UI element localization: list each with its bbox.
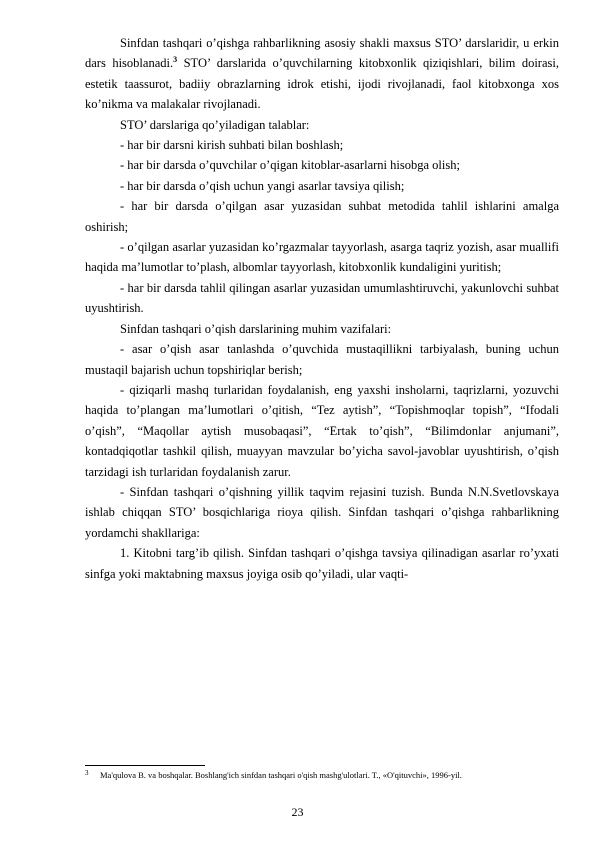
- requirement-item: - har bir darsni kirish suhbati bilan boshlash;: [120, 138, 344, 153]
- task-item: - qiziqarli mashq turlaridan foydalanish, eng yaxshi insholarni, taqrizlarni, yozuvchi haqida to’plangan ma’lumotlari o’qitish, “Tez aytish”, “Topishmoqlar topish”, “Ifodali o’qish”, “Maqollar aytish musobaqasi”, “Ertak to’qish”, “Bilimdonlar anjumani”, kontadqiqotlar tashkil qilish, muayyan mavzular bo’yicha savol-javoblar uyushtirish, o’qish tarzidagi ish turlaridan foydalanish zarur.: [85, 382, 559, 479]
- footnote-number: 3: [85, 769, 89, 777]
- paragraph-text-continued: STO’ darslarida o’quvchilarning kitobxonlik qiziqishlari, bilim doirasi, estetik taassurot, badiiy obrazlarning idrok etishi, ijodi rivojlanadi, faol kitobxonga xos ko’nikma va malakalar rivojlanadi.: [85, 56, 559, 112]
- numbered-item: 1. Kitobni targ’ib qilish. Sinfdan tashqari o’qishga tavsiya qilinadigan asarlar ro’yxati sinfga yoki maktabning maxsus joyiga osib qo’yiladi, ular vaqti-: [85, 546, 559, 581]
- footnote-divider: [85, 765, 205, 766]
- footnote-ref[interactable]: 3: [173, 55, 178, 65]
- requirements-heading: STO’ darslariga qo’yiladigan talablar:: [120, 117, 310, 132]
- requirement-item: - har bir darsda tahlil qilingan asarlar yuzasidan umumlashtiruvchi, yakunlovchi suhbat uyushtirish.: [85, 280, 559, 316]
- requirement-item: - har bir darsda o’quvchilar o’qigan kitoblar-asarlarni hisobga olish;: [120, 158, 460, 173]
- task-item: - Sinfdan tashqari o’qishning yillik taqvim rejasini tuzish. Bunda N.N.Svetlovskaya ishlab chiqqan STO’ bosqichlariga rioya qilish. Sinfdan tashqari o’qishga rahbarlikning yordamchi shakllariga:: [85, 484, 559, 540]
- document-body: [85, 33, 559, 584]
- footnote: [85, 768, 559, 782]
- tasks-heading: Sinfdan tashqari o’qish darslarining muhim vazifalari:: [120, 321, 392, 336]
- footnote-text: Ma'qulova B. va boshqalar. Boshlang'ich sinfdan tashqari o'qish mashg'ulotlari. T., «O'qituvchi», 1996-yil.: [100, 770, 462, 780]
- task-item: - asar o’qish asar tanlashda o’quvchida mustaqillikni tarbiyalash, buning uchun mustaqil bajarish uchun topshiriqlar berish;: [85, 342, 559, 377]
- requirement-item: - o’qilgan asarlar yuzasidan ko’rgazmalar tayyorlash, asarga taqriz yozish, asar muallifi haqida ma’lumotlar to’plash, albomlar tayyorlash, kitobxonlik kundaligini yuritish;: [85, 240, 559, 275]
- requirement-item: - har bir darsda o’qish uchun yangi asarlar tavsiya qilish;: [120, 178, 405, 193]
- paragraph-text: Sinfdan tashqari o’qishga rahbarlikning asosiy shakli maxsus STO’ darslaridir, u erkin dars hisoblanadi.: [85, 36, 559, 71]
- requirement-item: - har bir darsda o’qilgan asar yuzasidan suhbat metodida tahlil ishlarini amalga oshirish;: [85, 199, 559, 234]
- page-number: 23: [291, 805, 304, 819]
- paragraph-intro: [85, 33, 559, 115]
